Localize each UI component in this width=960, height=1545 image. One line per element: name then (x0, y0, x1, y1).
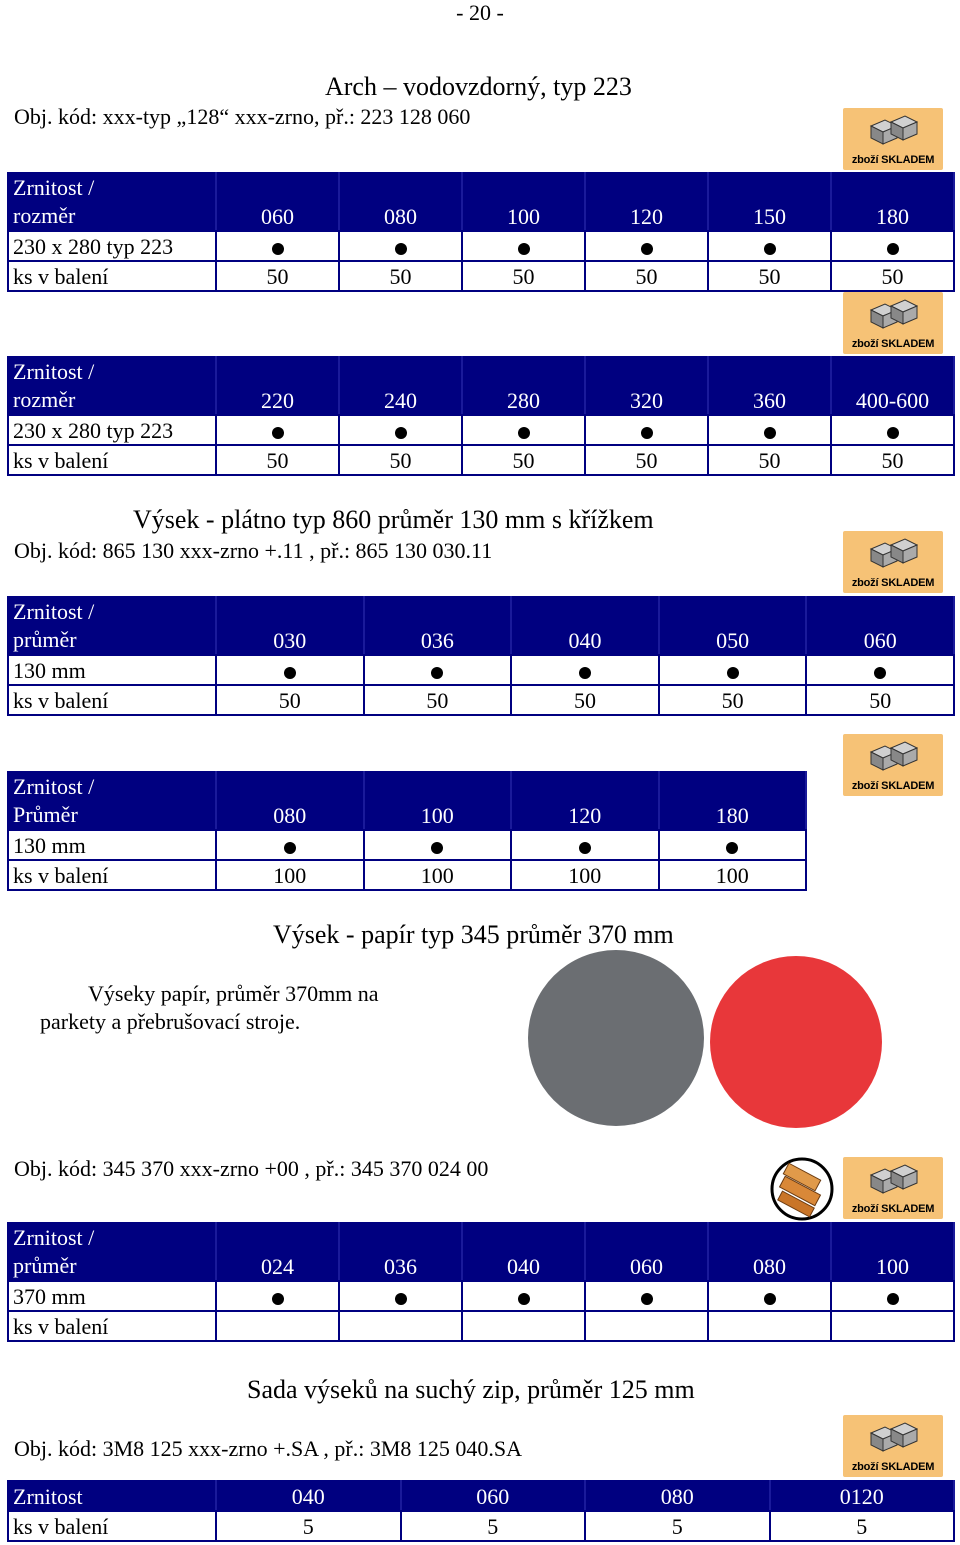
red-paper-disc (710, 956, 882, 1128)
table-row (8, 860, 806, 890)
pack-qty: 50 (708, 261, 831, 291)
header-cell: 320 (585, 357, 708, 415)
availability-dot (216, 830, 364, 860)
header-cell: 080 (339, 173, 462, 231)
order-code: Obj. kód: 865 130 xxx-zrno +.11 , př.: 865 130 030.11 (14, 538, 493, 563)
header-cell: 060 (806, 597, 954, 655)
availability-dot (462, 415, 585, 445)
availability-dot (216, 231, 339, 261)
header-label: Zrnitost (8, 1481, 216, 1511)
table-row (8, 655, 954, 685)
row-label: 370 mm (8, 1281, 216, 1311)
header-cell: 100 (462, 173, 585, 231)
pack-qty (708, 1311, 831, 1341)
header-cell: 100 (831, 1223, 954, 1281)
section-title: Výsek - plátno typ 860 průměr 130 mm s křížkem (133, 505, 654, 534)
grit-table-2 (7, 356, 955, 476)
boxes-icon (865, 296, 923, 332)
pack-qty: 50 (364, 685, 512, 715)
row-label: ks v balení (8, 1311, 216, 1341)
row-label: 230 x 280 typ 223 (8, 415, 216, 445)
row-label: ks v balení (8, 685, 216, 715)
table-header (8, 1481, 954, 1511)
table-row (8, 685, 954, 715)
pack-qty: 5 (401, 1511, 586, 1541)
page-number: - 20 - (456, 0, 504, 25)
header-cell: 100 (364, 772, 512, 830)
pack-qty: 50 (462, 261, 585, 291)
availability-dot (585, 1281, 708, 1311)
order-code: Obj. kód: xxx-typ „128“ xxx-zrno, př.: 223 128 060 (14, 104, 471, 129)
availability-dot (831, 231, 954, 261)
header-label: Zrnitost / průměr (8, 597, 216, 655)
availability-dot (216, 1281, 339, 1311)
description-line-1: Výseky papír, průměr 370mm na (88, 981, 379, 1006)
pack-qty: 5 (216, 1511, 401, 1541)
pack-qty: 5 (585, 1511, 770, 1541)
availability-dot (364, 830, 512, 860)
grit-table-3 (7, 596, 955, 716)
pack-qty (831, 1311, 954, 1341)
header-cell: 030 (216, 597, 364, 655)
table-header (8, 357, 954, 415)
availability-dot (708, 415, 831, 445)
row-label: ks v balení (8, 1511, 216, 1541)
row-label: ks v balení (8, 860, 216, 890)
availability-dot (216, 415, 339, 445)
availability-dot (339, 231, 462, 261)
header-cell: 024 (216, 1223, 339, 1281)
pack-qty: 50 (511, 685, 659, 715)
pack-qty: 100 (659, 860, 807, 890)
header-cell: 400-600 (831, 357, 954, 415)
table-row (8, 1281, 954, 1311)
availability-dot (708, 231, 831, 261)
boxes-icon (865, 1161, 923, 1197)
pack-qty: 100 (364, 860, 512, 890)
grit-table-1 (7, 172, 955, 292)
sanding-discs (526, 950, 886, 1128)
table-row (8, 1311, 954, 1341)
pack-qty: 50 (216, 261, 339, 291)
availability-dot (511, 830, 659, 860)
availability-dot (339, 415, 462, 445)
header-cell: 040 (511, 597, 659, 655)
availability-dot (216, 655, 364, 685)
table-header (8, 173, 954, 231)
header-cell: 150 (708, 173, 831, 231)
row-label: ks v balení (8, 261, 216, 291)
boxes-icon (865, 112, 923, 148)
pack-qty (339, 1311, 462, 1341)
availability-dot (511, 655, 659, 685)
boxes-icon (865, 535, 923, 571)
pack-qty: 50 (585, 445, 708, 475)
boxes-icon (865, 1419, 923, 1455)
header-cell: 060 (585, 1223, 708, 1281)
pack-qty (585, 1311, 708, 1341)
availability-dot (585, 415, 708, 445)
table-row (8, 415, 954, 445)
grit-table-5 (7, 1222, 955, 1342)
grit-table-4 (7, 771, 807, 891)
boxes-icon (865, 738, 923, 774)
in-stock-badge: zboží SKLADEM (843, 531, 943, 593)
row-label: 230 x 280 typ 223 (8, 231, 216, 261)
row-label: 130 mm (8, 655, 216, 685)
row-label: 130 mm (8, 830, 216, 860)
header-cell: 050 (659, 597, 807, 655)
section-title: Sada výseků na suchý zip, průměr 125 mm (247, 1375, 695, 1404)
availability-dot (831, 415, 954, 445)
header-cell: 240 (339, 357, 462, 415)
header-cell: 180 (831, 173, 954, 231)
table-row (8, 445, 954, 475)
table-header (8, 597, 954, 655)
availability-dot (339, 1281, 462, 1311)
pack-qty: 50 (339, 261, 462, 291)
table-row (8, 1511, 954, 1541)
header-cell: 0120 (770, 1481, 955, 1511)
header-cell: 060 (216, 173, 339, 231)
pack-qty: 5 (770, 1511, 955, 1541)
order-code: Obj. kód: 345 370 xxx-zrno +00 , př.: 345 370 024 00 (14, 1156, 489, 1181)
in-stock-badge: zboží SKLADEM (843, 292, 943, 354)
availability-dot (806, 655, 954, 685)
pack-qty: 50 (708, 445, 831, 475)
pack-qty: 50 (659, 685, 807, 715)
availability-dot (659, 830, 807, 860)
table-header (8, 772, 806, 830)
pack-qty: 50 (831, 445, 954, 475)
pack-qty (462, 1311, 585, 1341)
pack-qty: 50 (216, 445, 339, 475)
header-label: Zrnitost / rozměr (8, 173, 216, 231)
pack-qty: 100 (511, 860, 659, 890)
availability-dot (708, 1281, 831, 1311)
in-stock-badge: zboží SKLADEM (843, 734, 943, 796)
pack-qty (216, 1311, 339, 1341)
header-cell: 080 (585, 1481, 770, 1511)
section-title: Arch – vodovzdorný, typ 223 (325, 72, 632, 101)
availability-dot (364, 655, 512, 685)
pack-qty: 50 (462, 445, 585, 475)
header-cell: 360 (708, 357, 831, 415)
grey-paper-disc (528, 950, 704, 1126)
header-cell: 180 (659, 772, 807, 830)
header-label: Zrnitost / Průměr (8, 772, 216, 830)
pack-qty: 50 (806, 685, 954, 715)
header-cell: 220 (216, 357, 339, 415)
availability-dot (831, 1281, 954, 1311)
availability-dot (462, 231, 585, 261)
header-cell: 040 (216, 1481, 401, 1511)
availability-dot (462, 1281, 585, 1311)
availability-dot (659, 655, 807, 685)
header-cell: 280 (462, 357, 585, 415)
grit-table-6 (7, 1480, 955, 1542)
wood-floor-icon (770, 1157, 834, 1221)
availability-dot (585, 231, 708, 261)
pack-qty: 50 (216, 685, 364, 715)
pack-qty: 100 (216, 860, 364, 890)
description-line-2: parkety a přebrušovací stroje. (40, 1009, 301, 1034)
pack-qty: 50 (585, 261, 708, 291)
pack-qty: 50 (831, 261, 954, 291)
header-cell: 036 (364, 597, 512, 655)
table-row (8, 231, 954, 261)
header-cell: 040 (462, 1223, 585, 1281)
pack-qty: 50 (339, 445, 462, 475)
in-stock-badge: zboží SKLADEM (843, 1415, 943, 1477)
header-label: Zrnitost / rozměr (8, 357, 216, 415)
table-row (8, 830, 806, 860)
row-label: ks v balení (8, 445, 216, 475)
header-cell: 060 (401, 1481, 586, 1511)
header-cell: 036 (339, 1223, 462, 1281)
header-cell: 080 (216, 772, 364, 830)
table-header (8, 1223, 954, 1281)
header-cell: 120 (511, 772, 659, 830)
in-stock-badge: zboží SKLADEM (843, 1157, 943, 1219)
header-cell: 080 (708, 1223, 831, 1281)
header-cell: 120 (585, 173, 708, 231)
in-stock-badge: zboží SKLADEM (843, 108, 943, 170)
section-title: Výsek - papír typ 345 průměr 370 mm (273, 920, 674, 949)
header-label: Zrnitost / průměr (8, 1223, 216, 1281)
order-code: Obj. kód: 3M8 125 xxx-zrno +.SA , př.: 3M8 125 040.SA (14, 1436, 523, 1461)
table-row (8, 261, 954, 291)
